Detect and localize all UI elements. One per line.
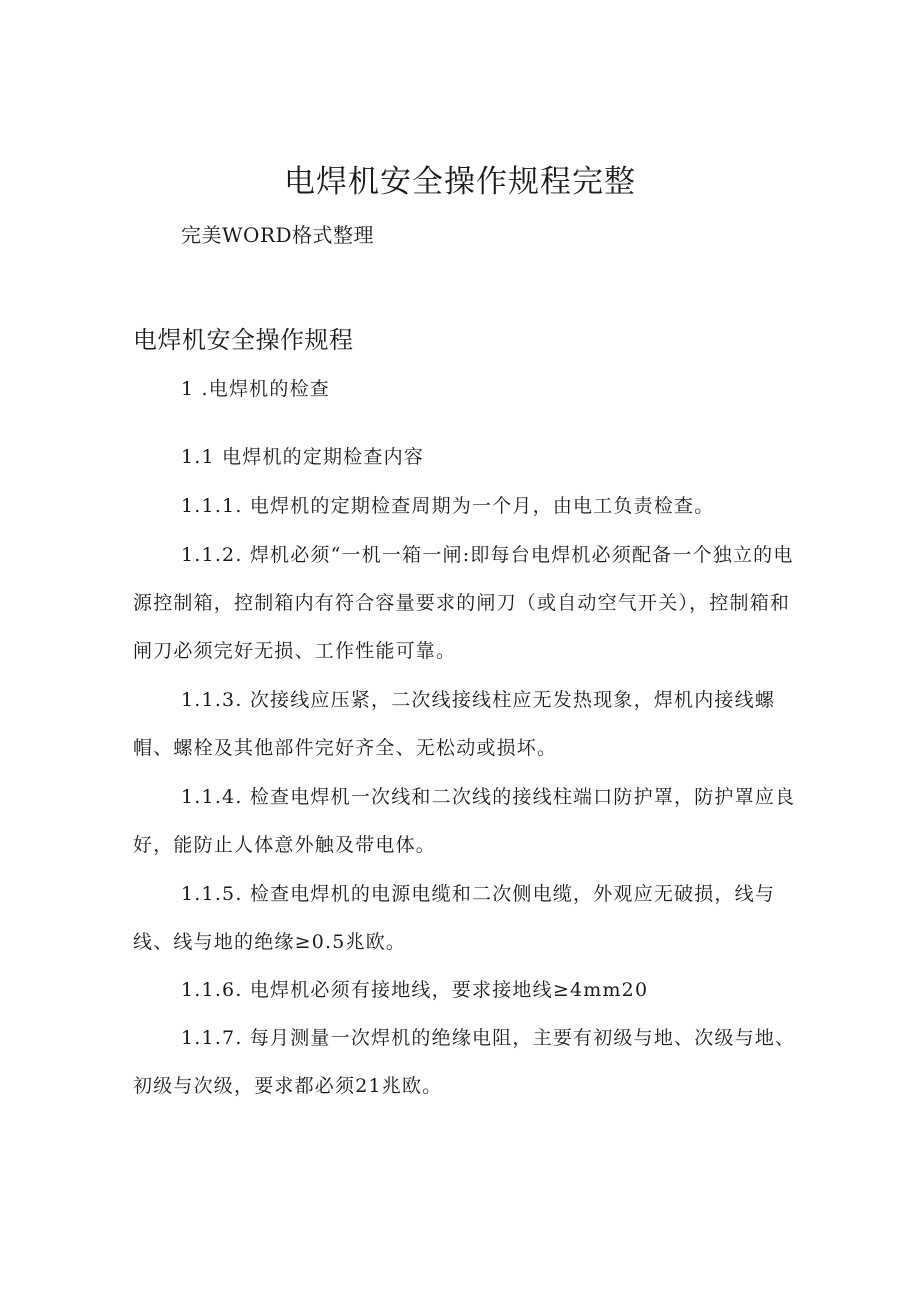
section-heading: 电焊机安全操作规程 xyxy=(133,326,354,354)
document-subtitle: 完美WORD格式整理 xyxy=(181,223,375,247)
paragraph-1-1-1: 1.1.1. 电焊机的定期检查周期为一个月，由电工负责检查。 xyxy=(181,495,715,517)
paragraph-1-1-4: 1.1.4. 检查电焊机一次线和二次线的接线柱端口防护罩，防护罩应良好，能防止人体意外触及带电体。 xyxy=(133,786,796,856)
paragraph-1-1-3: 1.1.3. 次接线应压紧，二次线接线柱应无发热现象，焊机内接线螺帽、螺栓及其他部件完好齐全、无松动或损坏。 xyxy=(133,689,776,759)
paragraph-1-1: 1.1 电焊机的定期检查内容 xyxy=(181,446,425,468)
paragraph-1-1-2: 1.1.2. 焊机必须“一机一箱一闸:即每台电焊机必须配备一个独立的电源控制箱，控制箱内有符合容量要求的闸刀（或自动空气开关），控制箱和闸刀必须完好无损、工作性能可靠。 xyxy=(133,544,794,662)
paragraph-1: 1 .电焊机的检查 xyxy=(181,378,330,400)
paragraph-1-1-5: 1.1.5. 检查电焊机的电源电缆和二次侧电缆，外观应无破损，线与线、线与地的绝缘≥0.5兆欧。 xyxy=(133,883,776,953)
document-title: 电焊机安全操作规程完整 xyxy=(284,164,636,200)
paragraph-1-1-7: 1.1.7. 每月测量一次焊机的绝缘电阻，主要有初级与地、次级与地、初级与次级，要求都必须21兆欧。 xyxy=(133,1027,796,1097)
paragraph-1-1-6: 1.1.6. 电焊机必须有接地线，要求接地线≥4mm20 xyxy=(181,979,649,1001)
